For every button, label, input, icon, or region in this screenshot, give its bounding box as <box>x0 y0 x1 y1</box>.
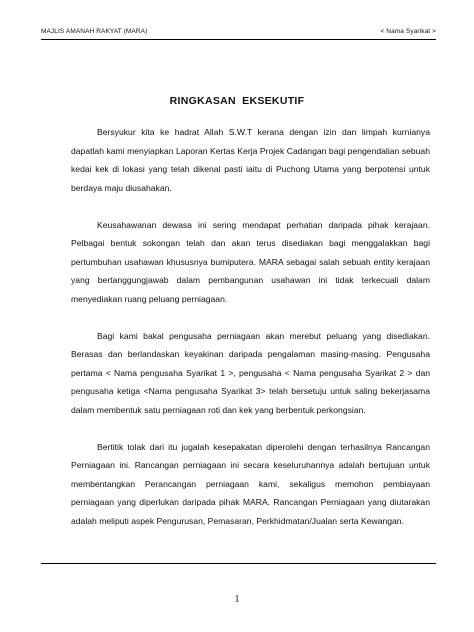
header-company-placeholder: < Nama Syarikat > <box>380 28 436 35</box>
paragraph-4: Bertitik tolak dari itu jugalah kesepakatan diperolehi dengan terhasilnya Rancangan Perniagaan ini. Rancangan perniagaan ini secara keseluruhannya adalah bertujuan untuk membentangkan Perancangan perniagaan kami, sekaligus memohon pembiayaan perniagaan yang diperlukan daripada pihak MARA. Rancangan Perniagaan yang diutarakan adalah meliputi aspek Pengurusan, Pemasaran, Perkhidmatan/Jualan serta Kewangan. <box>71 441 430 526</box>
footer-divider <box>41 563 436 564</box>
paragraph-3: Bagi kami bakal pengusaha perniagaan akan merebut peluang yang disediakan. Berasas dan berlandaskan keyakinan daripada pengalaman masing-masing. Pengusaha pertama < Nama pengusaha Syarikat 1 >, pengusaha < Nama pengusaha Syarikat 2 > dan pengusaha ketiga <Nama pengusaha Syarikat 3> telah bersetuju untuk saling bekerjasama dalam membentuk satu perniagaan roti dan kek yang berbentuk perkongsian. <box>71 330 430 415</box>
document-title: RINGKASAN EKSEKUTIF <box>169 95 305 107</box>
paragraph-2: Keusahawanan dewasa ini sering mendapat perhatian daripada pihak kerajaan. Pelbagai bentuk sokongan telah dan akan terus disediakan bagi menggalakkan bagi pertumbuhan usahawan khususnya bumiputera. MARA sebagai salah sebuah entity kerajaan yang bertanggungjawab dalam pembangunan usahawan ini tidak terkecuali dalam menyediakan ruang peluang perniagaan. <box>71 219 430 304</box>
page-number: 1 <box>234 594 240 605</box>
header-divider <box>41 39 436 40</box>
paragraph-1: Bersyukur kita ke hadrat Allah S.W.T kerana dengan izin dan limpah kurnianya dapatlah kami menyiapkan Laporan Kertas Kerja Projek Cadangan bagi pengendalian sebuah kedai kek di lokasi yang telah dikenal pasti iaitu di Puchong Utama yang berpotensi untuk berdaya maju diusahakan. <box>71 127 430 193</box>
document-body <box>71 123 430 549</box>
header-organization: MAJLIS AMANAH RAKYAT (MARA) <box>41 28 148 35</box>
